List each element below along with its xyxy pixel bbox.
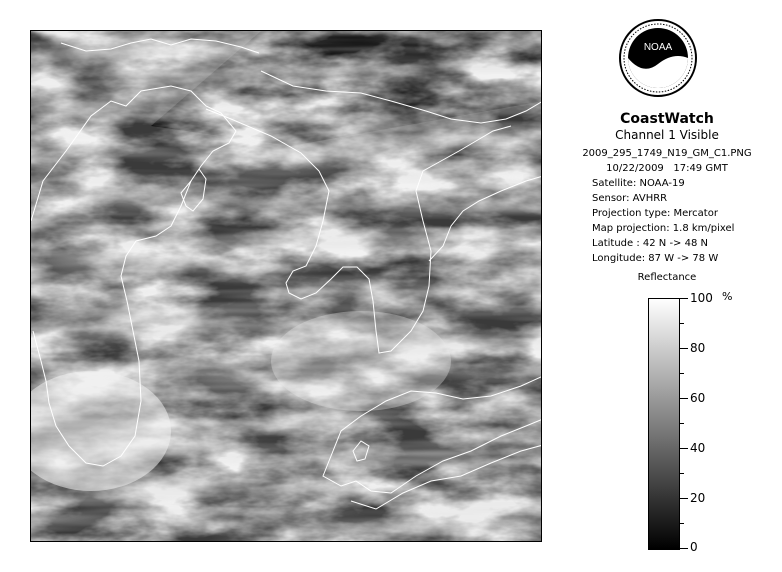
product-title: CoastWatch [620,111,714,127]
meta-map-projection: Map projection: 1.8 km/pixel [592,223,735,234]
colorbar-tick [680,348,688,349]
date-label: 10/22/2009 [606,163,664,174]
bright-cloud-center [271,311,451,411]
satellite-image [30,30,542,542]
colorbar-tick [680,298,688,299]
colorbar-tick [680,398,688,399]
colorbar-unit: % [722,290,733,303]
colorbar-minor-tick [680,373,684,374]
meta-latitude: Latitude : 42 N -> 48 N [592,238,708,249]
meta-projection-type: Projection type: Mercator [592,208,718,219]
colorbar-tick-label: 60 [690,391,706,405]
logo-text: NOAA [643,42,673,53]
meta-satellite: Satellite: NOAA-19 [592,178,685,189]
datetime-label [560,161,774,176]
colorbar [648,298,680,550]
colorbar-minor-tick [680,323,684,324]
colorbar-title: Reflectance [637,272,697,283]
colorbar-minor-tick [680,523,684,524]
time-label: 17:49 GMT [673,163,728,174]
channel-label: Channel 1 Visible [615,128,719,142]
meta-sensor: Sensor: AVHRR [592,193,668,204]
colorbar-tick-label: 0 [690,540,698,554]
colorbar-tick-label: 40 [690,441,706,455]
colorbar-tick-label: 20 [690,491,706,505]
colorbar-tick-label: 80 [690,341,706,355]
colorbar-tick [680,498,688,499]
colorbar-tick [680,448,688,449]
meta-longitude: Longitude: 87 W -> 78 W [592,253,719,264]
noaa-logo-icon [618,18,698,98]
map-svg [31,31,542,542]
colorbar-minor-tick [680,423,684,424]
colorbar-tick [680,548,688,549]
filename-label: 2009_295_1749_N19_GM_C1.PNG [582,148,752,159]
colorbar-minor-tick [680,473,684,474]
colorbar-tick-label: 100 [690,291,713,305]
